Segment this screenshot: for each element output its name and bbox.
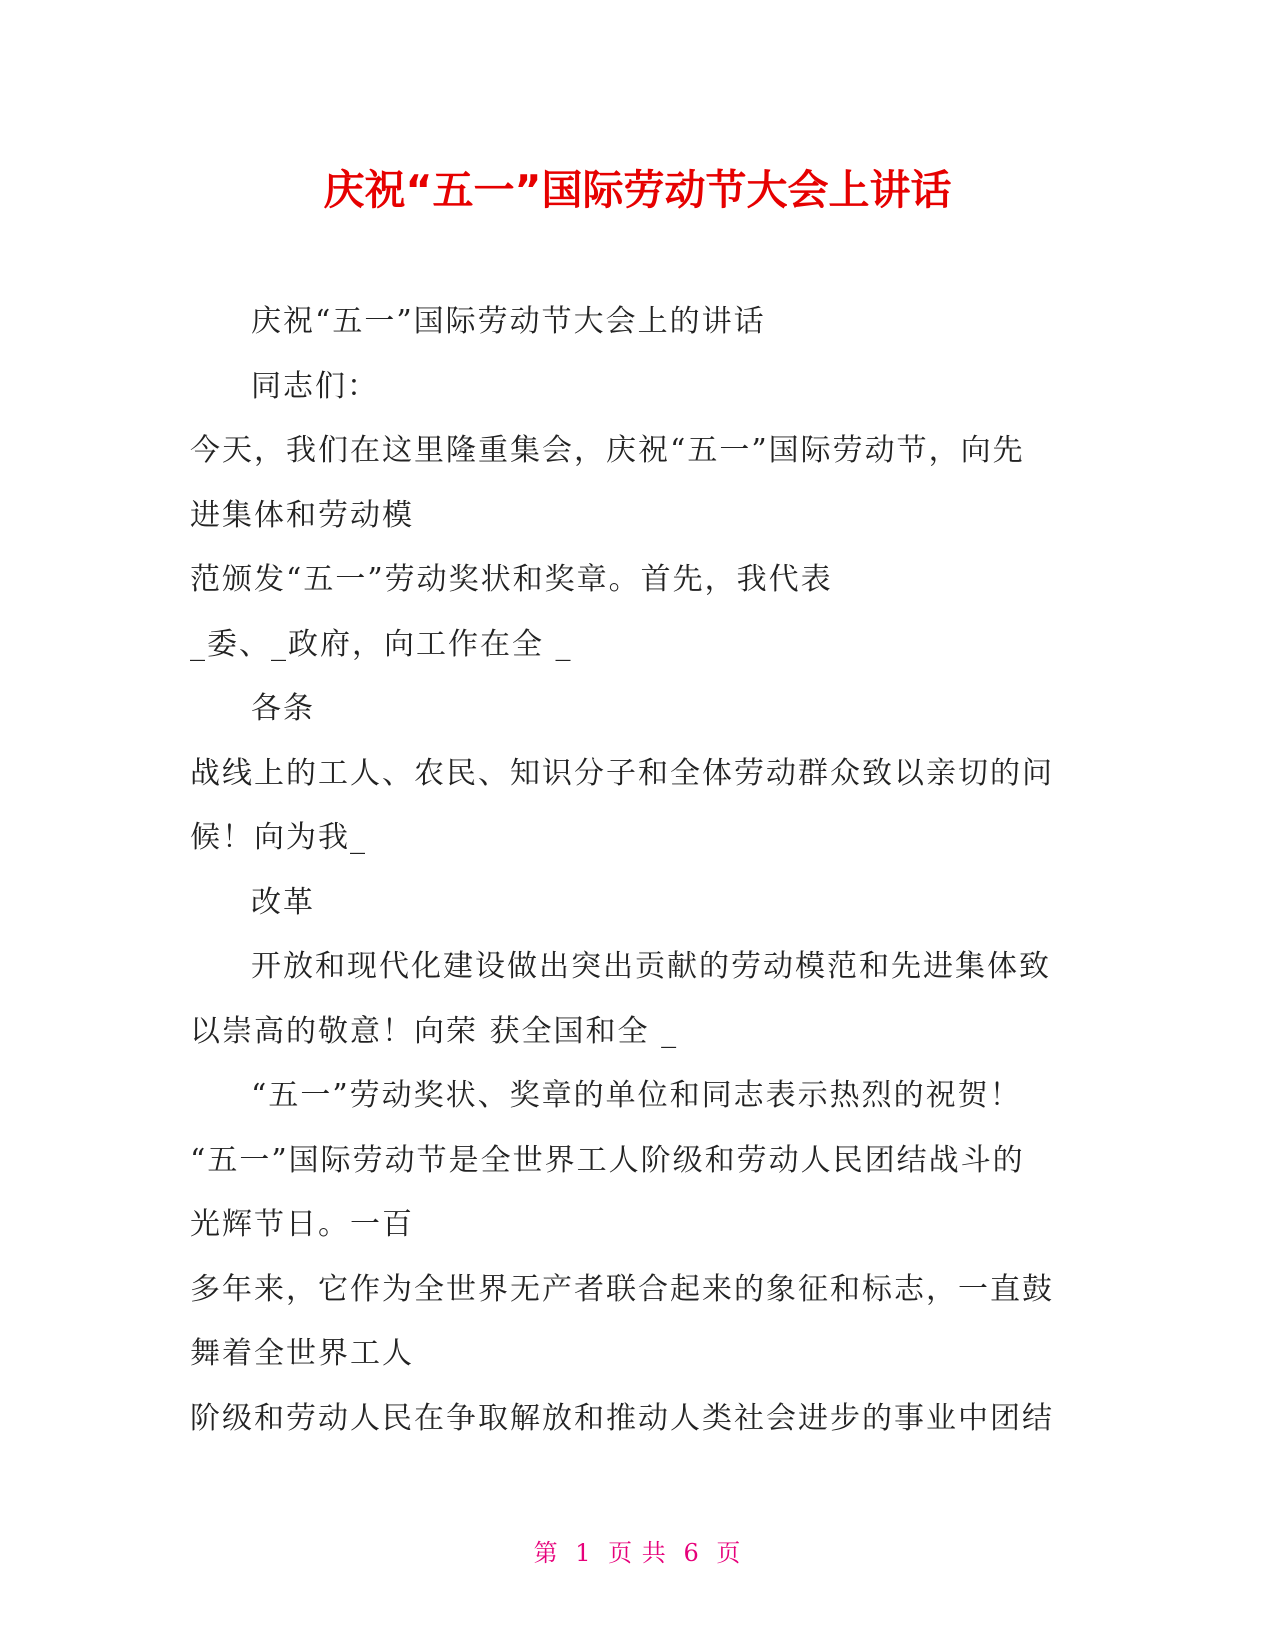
body-line: _委、_政府，向工作在全 _ (190, 626, 573, 662)
body-line: 各条 (251, 691, 315, 726)
document-title: 庆祝“五一”国际劳动节大会上讲话 (323, 166, 952, 214)
footer-prefix: 第 (533, 1539, 559, 1567)
body-line: “五一”国际劳动节是全世界工人阶级和劳动人民团结战斗的 (190, 1142, 1025, 1178)
body-line: 舞着全世界工人 (190, 1336, 414, 1371)
body-line: 庆祝“五一”国际劳动节大会上的讲话 (251, 304, 766, 339)
footer-mid: 页 共 (608, 1539, 667, 1567)
body-line: 光辉节日。一百 (190, 1207, 414, 1242)
footer-page-number: 1 (575, 1539, 592, 1567)
body-line: 范颁发“五一”劳动奖状和奖章。首先，我代表 (190, 562, 833, 597)
body-line: 进集体和劳动模 (190, 497, 414, 533)
body-line: 以崇高的敬意！向荣 获全国和全 _ (190, 1013, 679, 1049)
body-line: 同志们： (251, 368, 379, 404)
body-line: 今天，我们在这里隆重集会，庆祝“五一”国际劳动节，向先 (190, 433, 1025, 468)
body-line: “五一”劳动奖状、奖章的单位和同志表示热烈的祝贺！ (251, 1078, 1022, 1113)
body-line: 多年来，它作为全世界无产者联合起来的象征和标志，一直鼓 (190, 1271, 1054, 1307)
page-footer (0, 1533, 1275, 1568)
footer-total-pages: 6 (683, 1539, 700, 1567)
document-body (190, 290, 1090, 1451)
body-line: 阶级和劳动人民在争取解放和推动人类社会进步的事业中团结 (190, 1400, 1054, 1436)
footer-suffix: 页 (716, 1539, 742, 1567)
body-line: 开放和现代化建设做出突出贡献的劳动模范和先进集体致 (251, 949, 1051, 984)
body-line: 候！向为我_ (190, 820, 367, 855)
body-line: 战线上的工人、农民、知识分子和全体劳动群众致以亲切的问 (190, 755, 1054, 791)
body-line: 改革 (251, 884, 315, 920)
